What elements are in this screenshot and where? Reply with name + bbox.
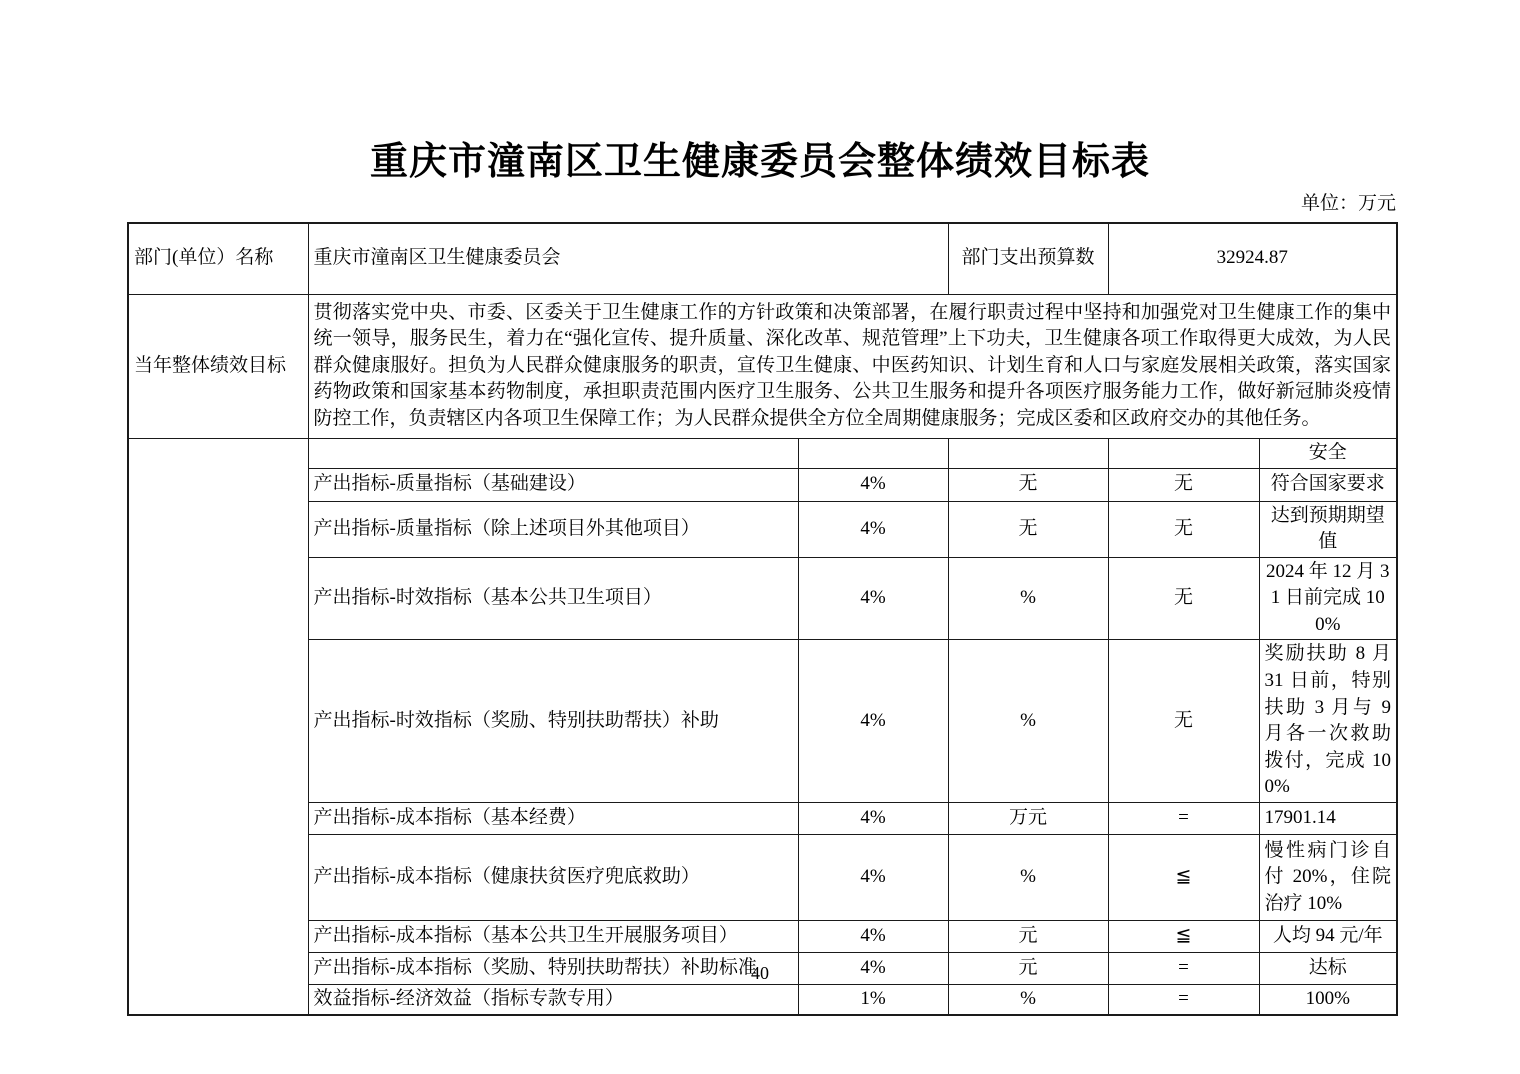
indicator-weight-cell: 4% [798, 468, 948, 501]
indicator-target-cell: 达到预期期望值 [1259, 501, 1397, 557]
indicator-unit-cell [948, 438, 1108, 468]
indicator-compare-cell: ≦ [1108, 835, 1259, 921]
indicator-unit-cell: 无 [948, 501, 1108, 557]
indicator-name-cell [308, 438, 798, 468]
indicator-compare-cell: = [1108, 803, 1259, 835]
indicator-unit-cell: % [948, 835, 1108, 921]
indicator-name-cell: 产出指标-时效指标（奖励、特别扶助帮扶）补助 [308, 640, 798, 803]
indicator-name-cell: 产出指标-成本指标（基本公共卫生开展服务项目） [308, 921, 798, 953]
indicator-compare-cell: = [1108, 985, 1259, 1015]
indicator-compare-cell: 无 [1108, 468, 1259, 501]
indicator-block-left-cell [128, 438, 308, 1015]
indicator-compare-cell: ≦ [1108, 921, 1259, 953]
indicator-compare-cell: 无 [1108, 557, 1259, 640]
unit-note: 单位：万元 [1300, 193, 1396, 214]
indicator-name-cell: 产出指标-质量指标（基础建设） [308, 468, 798, 501]
indicator-weight-cell: 4% [798, 921, 948, 953]
indicator-name-cell: 效益指标-经济效益（指标专款专用） [308, 985, 798, 1015]
table-row [128, 501, 1397, 557]
indicator-target-cell: 17901.14 [1259, 803, 1397, 835]
indicator-name-cell: 产出指标-成本指标（基本经费） [308, 803, 798, 835]
indicator-target-cell: 100% [1259, 985, 1397, 1015]
indicator-target-cell: 达标 [1259, 953, 1397, 985]
indicator-unit-cell: % [948, 985, 1108, 1015]
indicator-compare-cell: = [1108, 953, 1259, 985]
indicator-weight-cell: 1% [798, 985, 948, 1015]
indicator-unit-cell: % [948, 640, 1108, 803]
indicator-weight-cell: 4% [798, 803, 948, 835]
indicator-weight-cell: 4% [798, 640, 948, 803]
table-row [128, 835, 1397, 921]
indicator-unit-cell: 无 [948, 468, 1108, 501]
table-row [128, 468, 1397, 501]
indicator-name-cell: 产出指标-成本指标（健康扶贫医疗兜底救助） [308, 835, 798, 921]
table-row [128, 803, 1397, 835]
indicator-target-cell: 符合国家要求 [1259, 468, 1397, 501]
indicator-compare-cell: 无 [1108, 501, 1259, 557]
indicator-weight-cell: 4% [798, 557, 948, 640]
page-title: 重庆市潼南区卫生健康委员会整体绩效目标表 [369, 141, 1150, 183]
indicator-name-cell: 产出指标-时效指标（基本公共卫生项目） [308, 557, 798, 640]
indicator-weight-cell: 4% [798, 835, 948, 921]
indicator-target-cell: 慢性病门诊自付 20%，住院治疗 10% [1259, 835, 1397, 921]
table-row [128, 438, 1397, 468]
indicator-target-cell: 安全 [1259, 438, 1397, 468]
indicator-target-cell: 奖励扶助 8 月 31 日前，特别扶助 3 月与 9 月各一次救助拨付，完成 100% [1259, 640, 1397, 803]
indicator-weight-cell: 4% [798, 501, 948, 557]
indicator-weight-cell [798, 438, 948, 468]
goal-text-cell: 贯彻落实党中央、市委、区委关于卫生健康工作的方针政策和决策部署，在履行职责过程中坚持和加强党对卫生健康工作的集中统一领导，服务民生，着力在“强化宣传、提升质量、深化改革、规范管理”上下功夫，卫生健康各项工作取得更大成效，为人民群众健康服好。担负为人民群众健康服务的职责，宣传卫生健康、中医药知识、计划生育和人口与家庭发展相关政策，落实国家药物政策和国家基本药物制度，承担职责范围内医疗卫生服务、公共卫生服务和提升各项医疗服务能力工作，做好新冠肺炎疫情防控工作，负责辖区内各项卫生保障工作；为人民群众提供全方位全周期健康服务；完成区委和区政府交办的其他任务。 [308, 294, 1397, 438]
indicator-compare-cell [1108, 438, 1259, 468]
table-row [128, 640, 1397, 803]
indicator-unit-cell: 元 [948, 953, 1108, 985]
budget-value-cell: 32924.87 [1108, 223, 1397, 294]
indicator-target-cell: 人均 94 元/年 [1259, 921, 1397, 953]
goal-label-cell: 当年整体绩效目标 [128, 294, 308, 438]
table-row [128, 557, 1397, 640]
indicator-unit-cell: 万元 [948, 803, 1108, 835]
budget-label-cell: 部门支出预算数 [948, 223, 1108, 294]
table-row [128, 921, 1397, 953]
dept-name-cell: 重庆市潼南区卫生健康委员会 [308, 223, 948, 294]
indicator-compare-cell: 无 [1108, 640, 1259, 803]
dept-label-cell: 部门(单位）名称 [128, 223, 308, 294]
table-row [128, 294, 1397, 438]
table-row [128, 223, 1397, 294]
performance-target-table [127, 222, 1398, 1016]
indicator-name-cell: 产出指标-成本指标（奖励、特别扶助帮扶）补助标准 [308, 953, 798, 985]
page-number: 40 [751, 963, 769, 983]
indicator-name-cell: 产出指标-质量指标（除上述项目外其他项目） [308, 501, 798, 557]
indicator-weight-cell: 4% [798, 953, 948, 985]
indicator-target-cell: 2024 年 12 月 31 日前完成 100% [1259, 557, 1397, 640]
indicator-unit-cell: % [948, 557, 1108, 640]
table-row [128, 985, 1397, 1015]
indicator-unit-cell: 元 [948, 921, 1108, 953]
